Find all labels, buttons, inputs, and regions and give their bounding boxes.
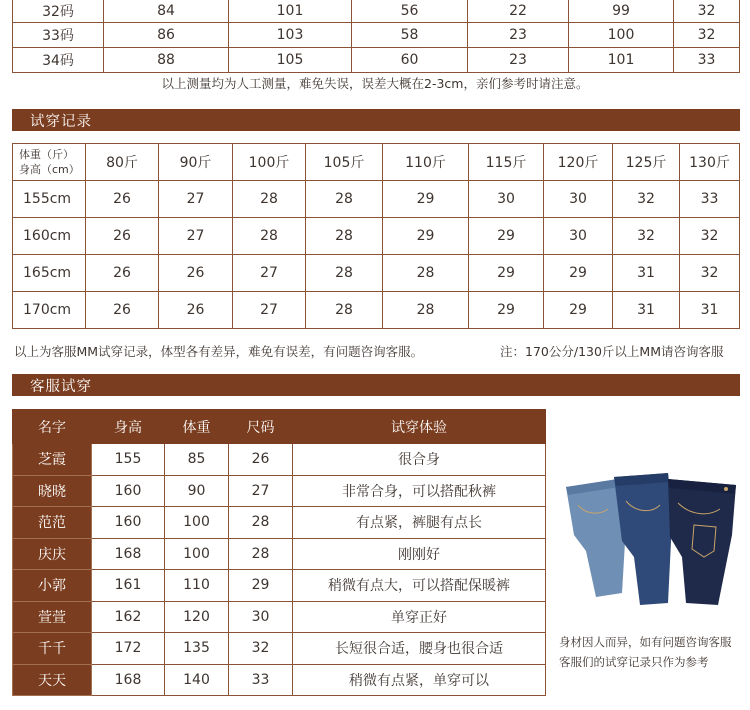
weight-header: 130斤: [680, 144, 740, 181]
size-cell: 28: [383, 255, 469, 292]
table-cell: 135: [165, 633, 229, 665]
size-cell: 29: [544, 255, 613, 292]
table-cell: 23: [468, 23, 569, 48]
table-row: [13, 218, 740, 255]
size-cell: 32: [613, 181, 680, 218]
table-row: [13, 601, 546, 633]
staff-name: 庆庆: [13, 538, 92, 570]
size-cell: 28: [233, 181, 306, 218]
table-cell: 105: [229, 48, 352, 73]
size-cell: 28: [306, 255, 383, 292]
size-cell: 31: [680, 292, 740, 329]
table-cell: 155: [92, 444, 165, 476]
table-cell: 28: [229, 507, 293, 539]
size-cell: 26: [86, 218, 159, 255]
table-cell: 稍微有点紧，单穿可以: [293, 664, 546, 696]
staff-name: 萱萱: [13, 601, 92, 633]
table-row: [13, 538, 546, 570]
table-cell: 58: [352, 23, 468, 48]
table-row: [13, 664, 546, 696]
column-header: 试穿体验: [293, 410, 546, 444]
size-cell: 27: [233, 292, 306, 329]
weight-header: 100斤: [233, 144, 306, 181]
size-cell: 27: [233, 255, 306, 292]
size-cell: 32: [680, 218, 740, 255]
size-cell: 32: [680, 255, 740, 292]
table-cell: 34码: [13, 48, 104, 73]
table-cell: 30: [229, 601, 293, 633]
table-cell: 29: [229, 570, 293, 602]
table-cell: 60: [352, 48, 468, 73]
table-cell: 刚刚好: [293, 538, 546, 570]
table-header-row: [13, 144, 740, 181]
table-cell: 90: [165, 475, 229, 507]
size-cell: 28: [233, 218, 306, 255]
table-cell: 单穿正好: [293, 601, 546, 633]
size-cell: 30: [544, 218, 613, 255]
size-cell: 31: [613, 292, 680, 329]
table-cell: 32: [674, 23, 740, 48]
weight-header: 120斤: [544, 144, 613, 181]
height-label: 165cm: [13, 255, 86, 292]
size-cell: 29: [383, 181, 469, 218]
table-cell: 168: [92, 538, 165, 570]
size-cell: 32: [613, 218, 680, 255]
cs-tryon-table: [12, 409, 546, 696]
size-cell: 26: [86, 181, 159, 218]
table-cell: 86: [104, 23, 229, 48]
table-cell: 33: [674, 48, 740, 73]
table-cell: 长短很合适，腰身也很合适: [293, 633, 546, 665]
size-cell: 28: [306, 218, 383, 255]
table-cell: 稍微有点大，可以搭配保暖裤: [293, 570, 546, 602]
size-cell: 30: [469, 181, 544, 218]
size-cell: 29: [469, 218, 544, 255]
corner-height-label: 身高（cm）: [19, 163, 80, 176]
table-cell: 100: [165, 507, 229, 539]
column-header: 身高: [92, 410, 165, 444]
table-cell: 28: [229, 538, 293, 570]
weight-header: 105斤: [306, 144, 383, 181]
table-cell: 160: [92, 507, 165, 539]
table-row: [13, 181, 740, 218]
size-cell: 29: [383, 218, 469, 255]
weight-header: 90斤: [159, 144, 233, 181]
tryon-note-left: 以上为客服MM试穿记录，体型各有差异，难免有误差，有问题咨询客服。: [14, 344, 424, 359]
table-cell: 161: [92, 570, 165, 602]
staff-name: 小郭: [13, 570, 92, 602]
size-cell: 27: [159, 218, 233, 255]
table-header-row: [13, 410, 546, 444]
jeans-product-image: [556, 465, 746, 615]
size-cell: 29: [544, 292, 613, 329]
size-table: [12, 0, 740, 73]
table-cell: 172: [92, 633, 165, 665]
photo-caption: [559, 632, 732, 672]
table-cell: 32: [229, 633, 293, 665]
table-row: [13, 507, 546, 539]
size-cell: 28: [306, 181, 383, 218]
column-header: 尺码: [229, 410, 293, 444]
section-header-cs-tryon: [12, 374, 740, 396]
size-cell: 28: [306, 292, 383, 329]
height-label: 155cm: [13, 181, 86, 218]
table-row: [13, 0, 740, 23]
column-header: 名字: [13, 410, 92, 444]
table-row: [13, 23, 740, 48]
size-cell: 31: [613, 255, 680, 292]
weight-header: 125斤: [613, 144, 680, 181]
measurement-note: 以上测量均为人工测量，难免失误，误差大概在2-3cm，亲们参考时请注意。: [161, 76, 589, 91]
weight-header: 80斤: [86, 144, 159, 181]
table-cell: 很合身: [293, 444, 546, 476]
size-cell: 30: [544, 181, 613, 218]
table-cell: 101: [229, 0, 352, 23]
table-cell: 32: [674, 0, 740, 23]
corner-header: [13, 144, 86, 181]
table-cell: 100: [165, 538, 229, 570]
table-cell: 23: [468, 48, 569, 73]
caption-line: 客服们的试穿记录只作为参考: [559, 655, 709, 669]
caption-line: 身材因人而异，如有问题咨询客服: [559, 635, 732, 649]
size-cell: 29: [469, 255, 544, 292]
size-cell: 29: [469, 292, 544, 329]
height-label: 160cm: [13, 218, 86, 255]
size-cell: 26: [159, 255, 233, 292]
staff-name: 芝霞: [13, 444, 92, 476]
section-title: 试穿记录: [30, 114, 92, 130]
table-cell: 33码: [13, 23, 104, 48]
size-cell: 33: [680, 181, 740, 218]
tryon-note-right: 注：170公分/130斤以上MM请咨询客服: [500, 344, 724, 359]
table-cell: 84: [104, 0, 229, 23]
table-row: [13, 475, 546, 507]
weight-header: 115斤: [469, 144, 544, 181]
table-cell: 110: [165, 570, 229, 602]
staff-name: 范范: [13, 507, 92, 539]
size-cell: 28: [383, 292, 469, 329]
section-header-tryon-record: [12, 109, 740, 131]
table-row: [13, 255, 740, 292]
table-cell: 103: [229, 23, 352, 48]
table-cell: 非常合身，可以搭配秋裤: [293, 475, 546, 507]
column-header: 体重: [165, 410, 229, 444]
table-cell: 56: [352, 0, 468, 23]
table-cell: 160: [92, 475, 165, 507]
staff-name: 晓晓: [13, 475, 92, 507]
table-cell: 85: [165, 444, 229, 476]
table-cell: 32码: [13, 0, 104, 23]
table-row: [13, 292, 740, 329]
size-cell: 26: [159, 292, 233, 329]
height-label: 170cm: [13, 292, 86, 329]
tryon-note: [14, 342, 724, 360]
section-title: 客服试穿: [30, 379, 92, 395]
table-cell: 有点紧，裤腿有点长: [293, 507, 546, 539]
weight-header: 110斤: [383, 144, 469, 181]
table-cell: 99: [569, 0, 674, 23]
corner-weight-label: 体重（斤）: [19, 148, 74, 161]
table-cell: 100: [569, 23, 674, 48]
table-cell: 27: [229, 475, 293, 507]
size-cell: 26: [86, 292, 159, 329]
size-cell: 26: [86, 255, 159, 292]
tryon-record-table: [12, 143, 740, 329]
table-cell: 88: [104, 48, 229, 73]
table-cell: 120: [165, 601, 229, 633]
table-cell: 140: [165, 664, 229, 696]
table-cell: 101: [569, 48, 674, 73]
staff-name: 天天: [13, 664, 92, 696]
table-cell: 33: [229, 664, 293, 696]
table-cell: 162: [92, 601, 165, 633]
table-cell: 168: [92, 664, 165, 696]
table-cell: 22: [468, 0, 569, 23]
table-row: [13, 570, 546, 602]
table-row: [13, 633, 546, 665]
table-cell: 26: [229, 444, 293, 476]
table-row: [13, 48, 740, 73]
staff-name: 千千: [13, 633, 92, 665]
table-row: [13, 444, 546, 476]
size-cell: 27: [159, 181, 233, 218]
